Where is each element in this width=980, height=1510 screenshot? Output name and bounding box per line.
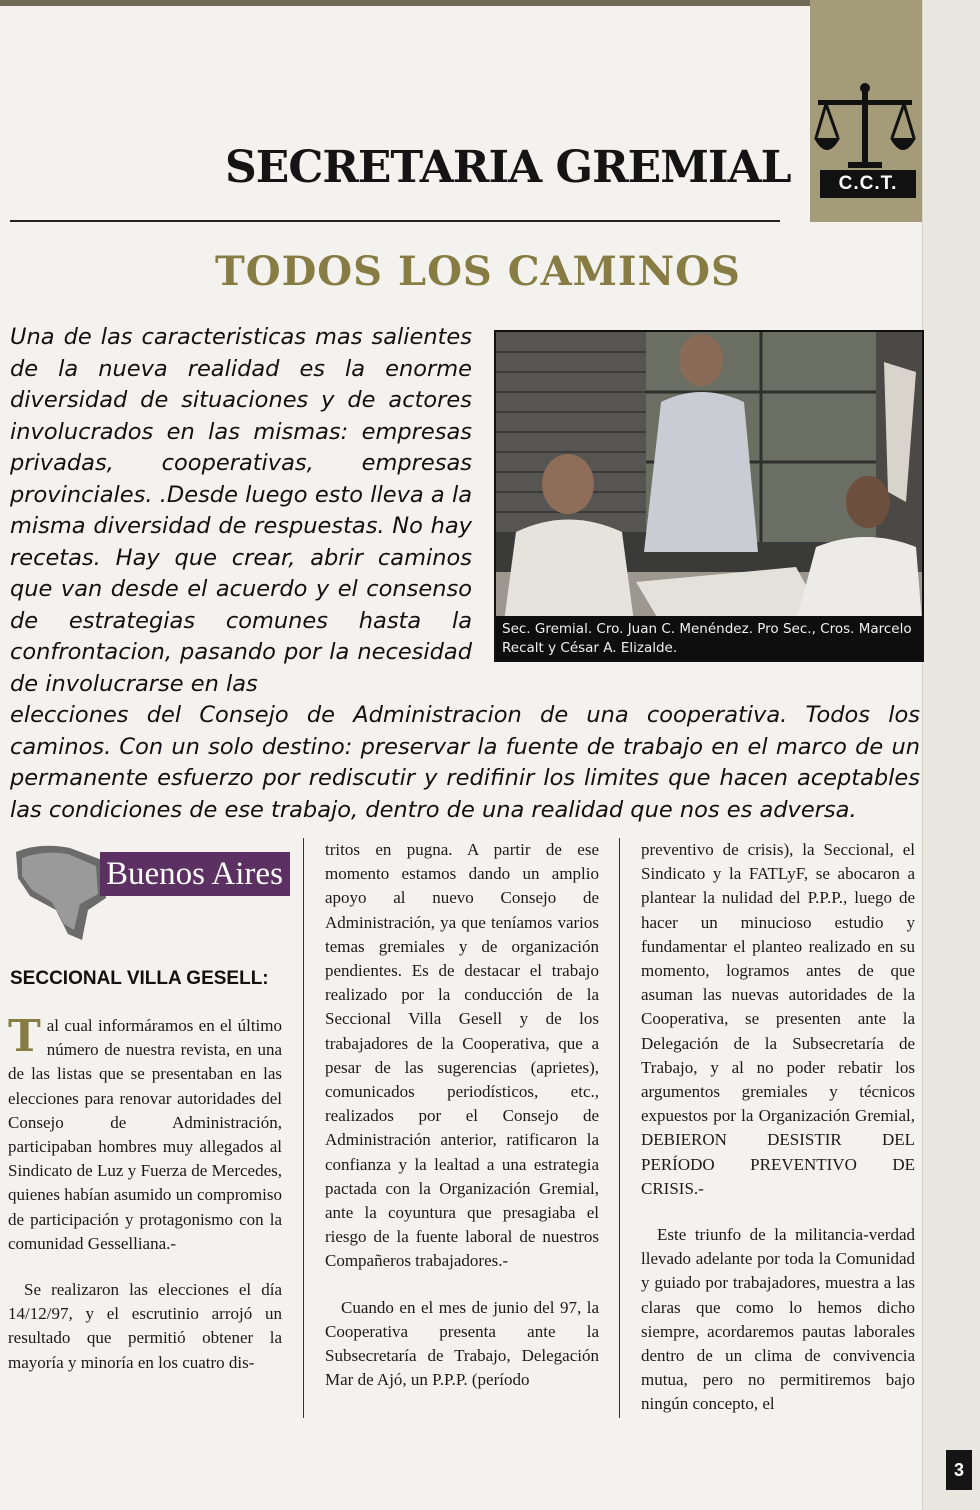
col1-paragraph-2: Se realizaron las elecciones el día 14/12/97, y el escrutinio arrojó un resultado que permitió obtener la mayoría y minoría en los cuatro dis- <box>8 1280 282 1372</box>
column-2 <box>325 838 599 1392</box>
col3-paragraph-2: Este triunfo de la militancia-verdad llevado adelante por toda la Comunidad y guiado por trabajadores, muestra a las claras que como lo hemos dicho siempre, acordaremos pautas laborales dentro de un clima de convivencia mutua, pero no permitiremos bajo ningún concepto, el <box>641 1225 915 1414</box>
article-lead <box>10 322 920 826</box>
col3-paragraph-1: preventivo de crisis), la Seccional, el Sindicato y la FATLyF, se abocaron a plantear la nulidad del P.P.P., luego de hacer un minucioso estudio y fundamentar el planteo realizado en su momento, logramos antes de que asuman las nuevas autoridades de la Cooperativa, se presenten ante la Delegación de la Subsecretaría de Trabajo, y al no poder rebatir los argumentos gremiales y técnicos expuestos por la Organización Gremial, DEBIERON DESISTIR DEL PERÍODO PREVENTIVO DE CRISIS.- <box>641 840 915 1198</box>
col2-paragraph-1: tritos en pugna. A partir de ese momento estamos dando un amplio apoyo al nuevo Consejo de Administración, ya que teníamos varios temas gremiales y de organización pendientes. Es de destacar el trabajo realizado por la conducción de la Seccional Villa Gesell y de los trabajadores de la Cooperativa, que a pesar de las sugerencias (aprietes), comunicados periodísticos, etc., realizados por el Consejo de Administración anterior, ratificaron la confianza y la lealtad a una estrategia pactada con la Organización Gremial, ante la coyuntura que presagiaba el riesgo de la fuente laboral de nuestros Compañeros trabajadores.- <box>325 840 599 1271</box>
adjacent-page-edge <box>922 0 980 1510</box>
drop-cap: T <box>8 1011 41 1062</box>
column-1 <box>8 1011 282 1375</box>
section-title: SECRETARIA GREMIAL <box>225 142 791 193</box>
column-divider-2 <box>619 838 620 1418</box>
page-number: 3 <box>946 1450 972 1490</box>
section-heading: SECCIONAL VILLA GESELL: <box>10 968 269 989</box>
lead-text-top: Una de las caracteristicas mas salientes de la nueva realidad es la enorme diversidad de situaciones y de actores involucrados en las mismas: empresas privadas, cooperativas, empresas provinciales. .Desde luego esto lleva a la misma diversidad de respuestas. No hay recetas. Hay que crear, abrir caminos que van desde el acuerdo y el consenso de estrategias comunes hasta la confrontacion, pasando por la necesidad de involucrarse en las <box>10 324 472 697</box>
column-3 <box>641 838 915 1417</box>
column-divider-1 <box>303 838 304 1418</box>
header-rule <box>10 220 780 222</box>
region-label: Buenos Aires <box>100 852 290 896</box>
col1-paragraph-1-text: al cual informáramos en el último número de nuestra revista, en una de las listas que se presentaban en las elecciones para renovar autoridades del Consejo de Administración, participaban hombres muy allegados al Sindicato de Luz y Fuerza de Mercedes, quienes habían asumido un compromiso de participación y protagonismo con la comunidad Gesselliana.- <box>8 1016 282 1253</box>
col2-paragraph-2: Cuando en el mes de junio del 97, la Cooperativa presenta ante la Subsecretaría de Trabajo, Delegación Mar de Ajó, un P.P.P. (período <box>325 1297 599 1390</box>
col1-paragraph-1 <box>8 1011 282 1256</box>
photo-caption: Sec. Gremial. Cro. Juan C. Menéndez. Pro Sec., Cros. Marcelo Recalt y César A. Elizalde. <box>496 616 922 660</box>
cct-logo-label: C.C.T. <box>820 170 916 198</box>
lead-text-bottom: elecciones del Consejo de Administracion de una cooperativa. Todos los caminos. Con un solo destino: preservar la fuente de trabajo en el marco de un permanente esfuerzo por rediscutir y redifinir los limites que hacen aceptables las condiciones de ese trabajo, dentro de una realidad que nos es adversa. <box>10 702 920 823</box>
article-title: TODOS LOS CAMINOS <box>215 248 741 295</box>
